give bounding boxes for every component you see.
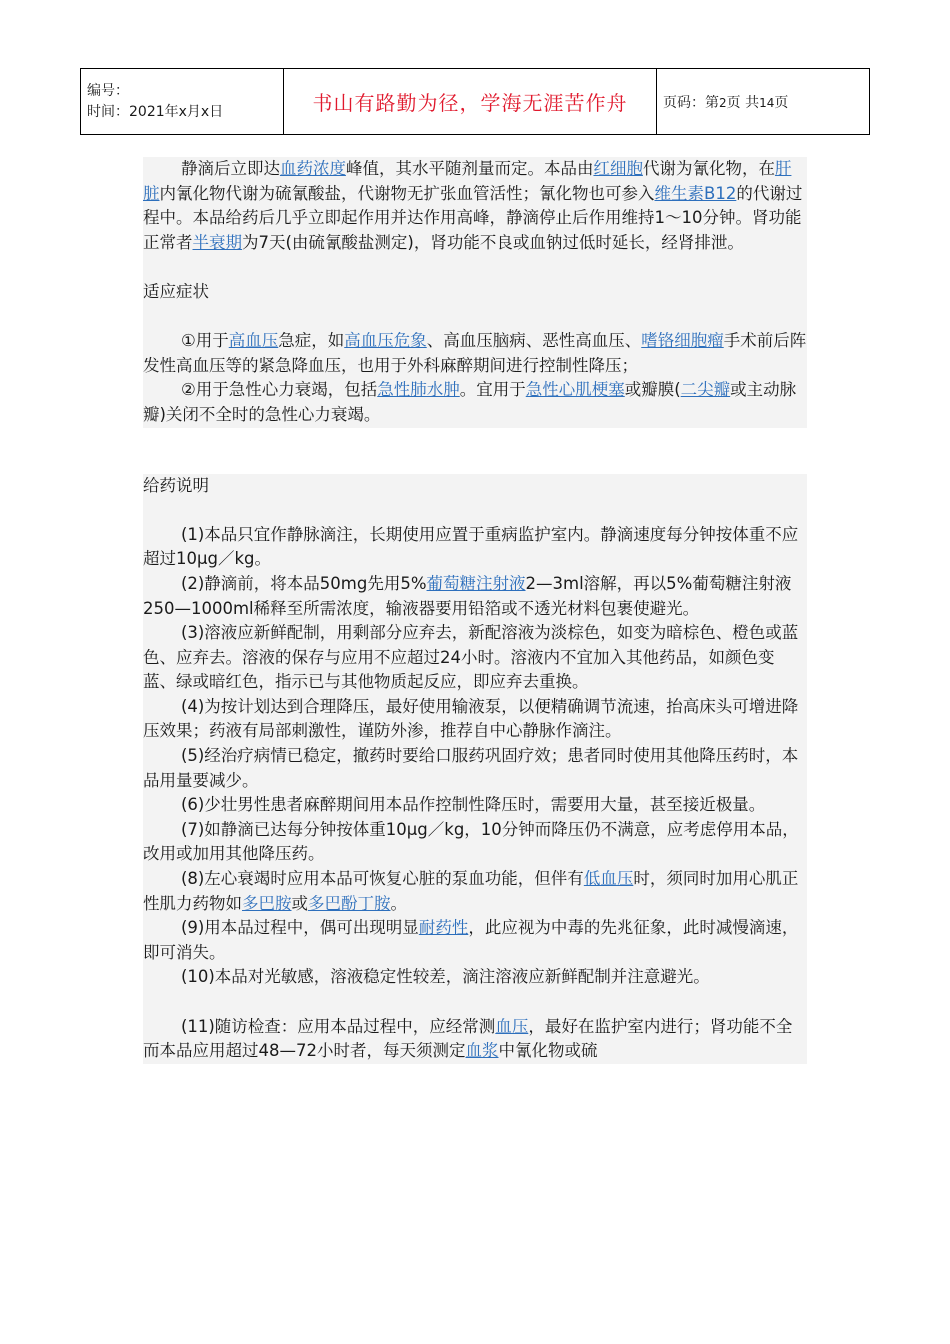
page-label: 页码：第 [663,94,719,111]
link-pheochromocytoma[interactable]: 嗜铬细胞瘤 [641,331,724,351]
spacer [143,498,807,523]
link-vitamin-b12[interactable]: 维生素B12 [654,183,737,203]
link-dopamine[interactable]: 多巴胺 [242,893,292,913]
motto-cell [284,69,657,135]
text: 的代谢过程中。本品给药后几乎立即起作用并达作用高峰，静滴停止后作用维持1～10分钟。肾功能正常者 [143,183,803,252]
dosage-note-10: (10)本品对光敏感，溶液稳定性较差，滴注溶液应新鲜配制并注意避光。 [180,967,710,987]
dosage-note-9 [143,916,807,965]
text: ②用于急性心力衰竭，包括 [180,380,378,400]
text: 静滴后立即达 [180,159,280,178]
link-liver[interactable]: 肝脏 [143,159,792,203]
link-acute-pulmonary-edema[interactable]: 急性肺水肿 [377,380,460,400]
link-blood-drug-concentration[interactable]: 血药浓度 [279,159,346,178]
motto: 书山有路勤为径，学海无涯苦作舟 [312,91,628,115]
text: (2)静滴前，将本品50mg先用5% [180,573,427,593]
link-plasma[interactable]: 血浆 [465,1041,499,1061]
text: 。宜用于 [459,380,526,400]
document-header [80,68,870,135]
dosage-note-11 [143,1015,807,1064]
dosage-note-1: (1)本品只宜作静脉滴注，长期使用应置于重病监护室内。静滴速度每分钟按体重不应超过10μg／kg。 [143,524,799,569]
page-current: 2 [719,95,727,110]
text: 或 [291,893,308,913]
text: 中氰化物或硫 [498,1041,598,1061]
link-mitral-valve[interactable]: 二尖瓣 [680,380,731,400]
link-acute-myocardial-infarction[interactable]: 急性心肌梗塞 [525,380,625,400]
header-meta-cell [81,69,284,135]
link-hypertensive-crisis[interactable]: 高血压危象 [344,331,427,351]
document-body [143,157,807,1064]
text: ，此应视为中毒的先兆征象，此时减慢滴速，即可消失。 [143,918,799,962]
text: 代谢为氰化物，在 [642,159,775,178]
link-blood-pressure[interactable]: 血压 [495,1016,529,1036]
text: 2—3ml溶解，再以5%葡萄糖注射液250—1000ml稀释至所需浓度，输液器要用铅箔或不透光材料包裹使避光。 [143,573,792,618]
dosage-note-7: (7)如静滴已达每分钟按体重10μg／kg，10分钟而降压仍不满意，应考虑停用本品，改用或加用其他降压药。 [143,819,799,864]
page-number-cell [657,69,870,135]
link-half-life[interactable]: 半衰期 [192,232,242,252]
link-hypertension[interactable]: 高血压 [228,331,279,351]
text: (9)用本品过程中，偶可出现明显 [180,918,419,938]
pharmacokinetics-paragraph [143,157,807,255]
number-label: 编号： [87,82,129,99]
link-red-blood-cell[interactable]: 红细胞 [593,159,643,178]
dosage-note-2 [143,572,807,621]
text: ①用于 [180,331,229,351]
indications-heading: 适应症状 [143,281,209,301]
text: (11)随访检查：应用本品过程中，应经常测 [180,1016,496,1036]
spacer [143,990,807,1015]
spacer [143,255,807,280]
text: 峰值，其水平随剂量而定。本品由 [345,159,594,178]
text: 。 [390,893,407,913]
page-mid: 页 共 [726,94,760,111]
dosage-note-5: (5)经治疗病情已稳定，撤药时要给口服药巩固疗效；患者同时使用其他降压药时，本品用量要减少。 [143,746,799,790]
spacer [143,305,807,330]
indication-item-2 [143,378,807,427]
spacer [143,428,807,474]
link-dobutamine[interactable]: 多巴酚丁胺 [308,893,391,913]
link-drug-tolerance[interactable]: 耐药性 [418,918,469,938]
time-label: 时间：2021年x月x日 [87,103,224,120]
text: ，最好在监护室内进行；肾功能不全而本品应用超过48—72小时者，每天须测定 [143,1016,793,1061]
text: 时，须同时加用心肌正性肌力药物如 [143,869,799,913]
dosage-note-3: (3)溶液应新鲜配制，用剩部分应弃去，新配溶液为淡棕色，如变为暗棕色、橙色或蓝色、应弃去。溶液的保存与应用不应超过24小时。溶液内不宜加入其他药品，如颜色变蓝、绿或暗红色，指示已与其他物质起反应，即应弃去重换。 [143,623,799,692]
dosage-note-6: (6)少壮男性患者麻醉期间用本品作控制性降压时，需要用大量，甚至接近极量。 [180,795,766,815]
text: 或主动脉瓣)关闭不全时的急性心力衰竭。 [143,380,797,424]
dosage-note-4: (4)为按计划达到合理降压，最好使用输液泵，以便精确调节流速，抬高床头可增进降压效果；药液有局部刺激性，谨防外渗，推荐自中心静脉作滴注。 [143,696,799,741]
text: 急症，如 [278,331,345,351]
page-end: 页 [774,94,789,111]
text: 内氰化物代谢为硫氰酸盐，代谢物无扩张血管活性；氰化物也可参入 [159,183,655,203]
text: (8)左心衰竭时应用本品可恢复心脏的泵血功能，但伴有 [180,869,584,889]
text: 手术前后阵发性高血压等的紧急降血压，也用于外科麻醉期间进行控制性降压； [143,331,807,375]
page-total: 14 [759,95,775,110]
text: 、高血压脑病、恶性高血压、 [426,331,642,351]
text: 或瓣膜( [624,380,681,400]
link-glucose-injection[interactable]: 葡萄糖注射液 [426,573,526,593]
text: 为7天(由硫氰酸盐测定)，肾功能不良或血钠过低时延长，经肾排泄。 [242,232,744,252]
dosage-heading: 给药说明 [143,475,209,495]
dosage-note-8 [143,867,807,916]
indication-item-1 [143,329,807,378]
link-hypotension[interactable]: 低血压 [583,869,634,889]
